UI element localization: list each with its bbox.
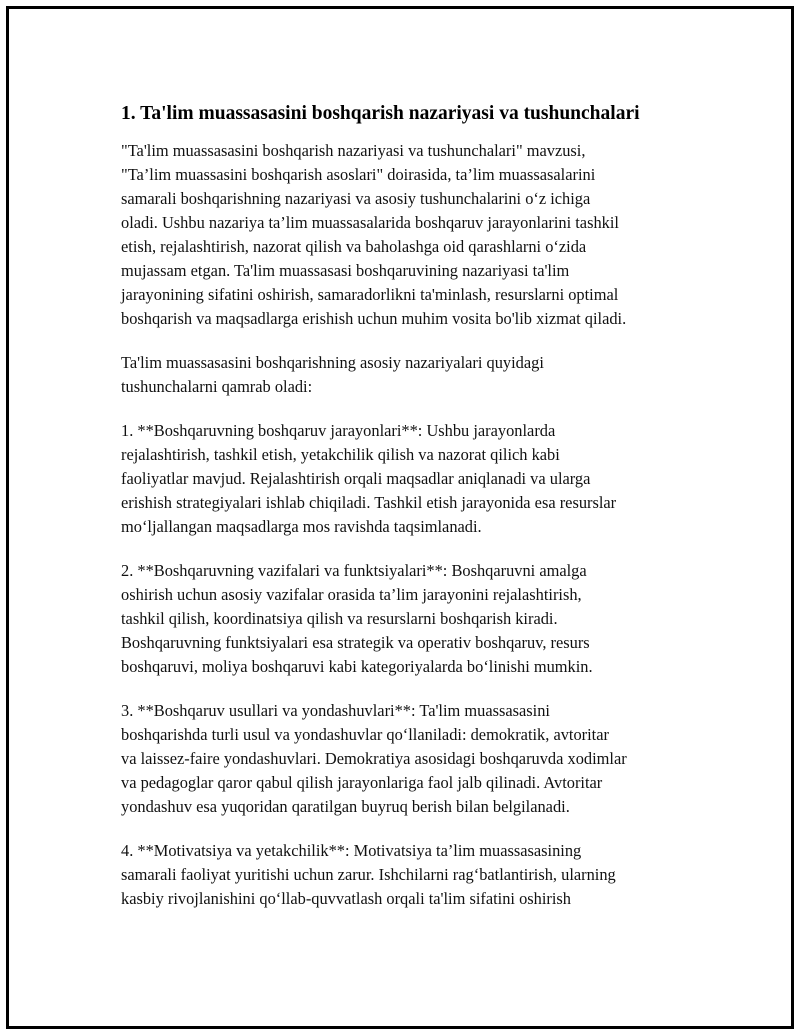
text-line: erishish strategiyalari ishlab chiqiladi. Tashkil etish jarayonida esa resurslar	[121, 493, 617, 512]
text-line: 4. **Motivatsiya va yetakchilik**: Motivatsiya ta’lim muassasasining	[121, 841, 582, 860]
text-line: jarayonining sifatini oshirish, samaradorlikni ta'minlash, resurslarni optimal	[121, 285, 619, 304]
page-frame	[6, 6, 794, 1029]
text-line: faoliyatlar mavjud. Rejalashtirish orqali maqsadlar aniqlanadi va ularga	[121, 469, 591, 488]
text-line: va laissez-faire yondashuvlari. Demokratiya asosidagi boshqaruvda xodimlar	[121, 749, 627, 768]
text-line: boshqaruvi, moliya boshqaruvi kabi kategoriyalarda bo‘linishi mumkin.	[121, 657, 593, 676]
text-line: yondashuv esa yuqoridan qaratilgan buyruq berish bilan belgilanadi.	[121, 797, 570, 816]
text-line: tushunchalarni qamrab oladi:	[121, 377, 313, 396]
list-item-2-paragraph	[121, 559, 711, 679]
theories-intro-paragraph	[121, 351, 711, 399]
text-line: oladi. Ushbu nazariya ta’lim muassasalarida boshqaruv jarayonlarini tashkil	[121, 213, 619, 232]
document-body	[121, 101, 711, 931]
section-heading: 1. Ta'lim muassasasini boshqarish nazariyasi va tushunchalari	[121, 103, 640, 124]
text-line: "Ta’lim muassasini boshqarish asoslari" doirasida, ta’lim muassasalarini	[121, 165, 596, 184]
text-line: Ta'lim muassasasini boshqarishning asosiy nazariyalari quyidagi	[121, 353, 544, 372]
text-line: mujassam etgan. Ta'lim muassasasi boshqaruvining nazariyasi ta'lim	[121, 261, 570, 280]
text-line: tashkil qilish, koordinatsiya qilish va resurslarni boshqarish kiradi.	[121, 609, 558, 628]
text-line: boshqarish va maqsadlarga erishish uchun muhim vosita bo'lib xizmat qiladi.	[121, 309, 627, 328]
text-line: 3. **Boshqaruv usullari va yondashuvlari**: Ta'lim muassasasini	[121, 701, 550, 720]
list-item-1-paragraph	[121, 419, 711, 539]
text-line: 1. **Boshqaruvning boshqaruv jarayonlari**: Ushbu jarayonlarda	[121, 421, 556, 440]
text-line: Boshqaruvning funktsiyalari esa strategik va operativ boshqaruv, resurs	[121, 633, 590, 652]
text-line: 2. **Boshqaruvning vazifalari va funktsiyalari**: Boshqaruvni amalga	[121, 561, 587, 580]
text-line: etish, rejalashtirish, nazorat qilish va baholashga oid qarashlarni o‘zida	[121, 237, 587, 256]
text-line: samarali boshqarishning nazariyasi va asosiy tushunchalarini o‘z ichiga	[121, 189, 591, 208]
text-line: va pedagoglar qaror qabul qilish jarayonlariga faol jalb qilinadi. Avtoritar	[121, 773, 603, 792]
text-line: boshqarishda turli usul va yondashuvlar qo‘llaniladi: demokratik, avtoritar	[121, 725, 609, 744]
intro-paragraph	[121, 139, 711, 331]
text-line: kasbiy rivojlanishini qo‘llab-quvvatlash orqali ta'lim sifatini oshirish	[121, 889, 571, 908]
text-line: rejalashtirish, tashkil etish, yetakchilik qilish va nazorat qilich kabi	[121, 445, 560, 464]
list-item-3-paragraph	[121, 699, 711, 819]
list-item-4-paragraph	[121, 839, 711, 911]
text-line: oshirish uchun asosiy vazifalar orasida ta’lim jarayonini rejalashtirish,	[121, 585, 582, 604]
text-line: samarali faoliyat yuritishi uchun zarur. Ishchilarni rag‘batlantirish, ularning	[121, 865, 616, 884]
text-line: "Ta'lim muassasasini boshqarish nazariyasi va tushunchalari" mavzusi,	[121, 141, 586, 160]
text-line: mo‘ljallangan maqsadlarga mos ravishda taqsimlanadi.	[121, 517, 482, 536]
